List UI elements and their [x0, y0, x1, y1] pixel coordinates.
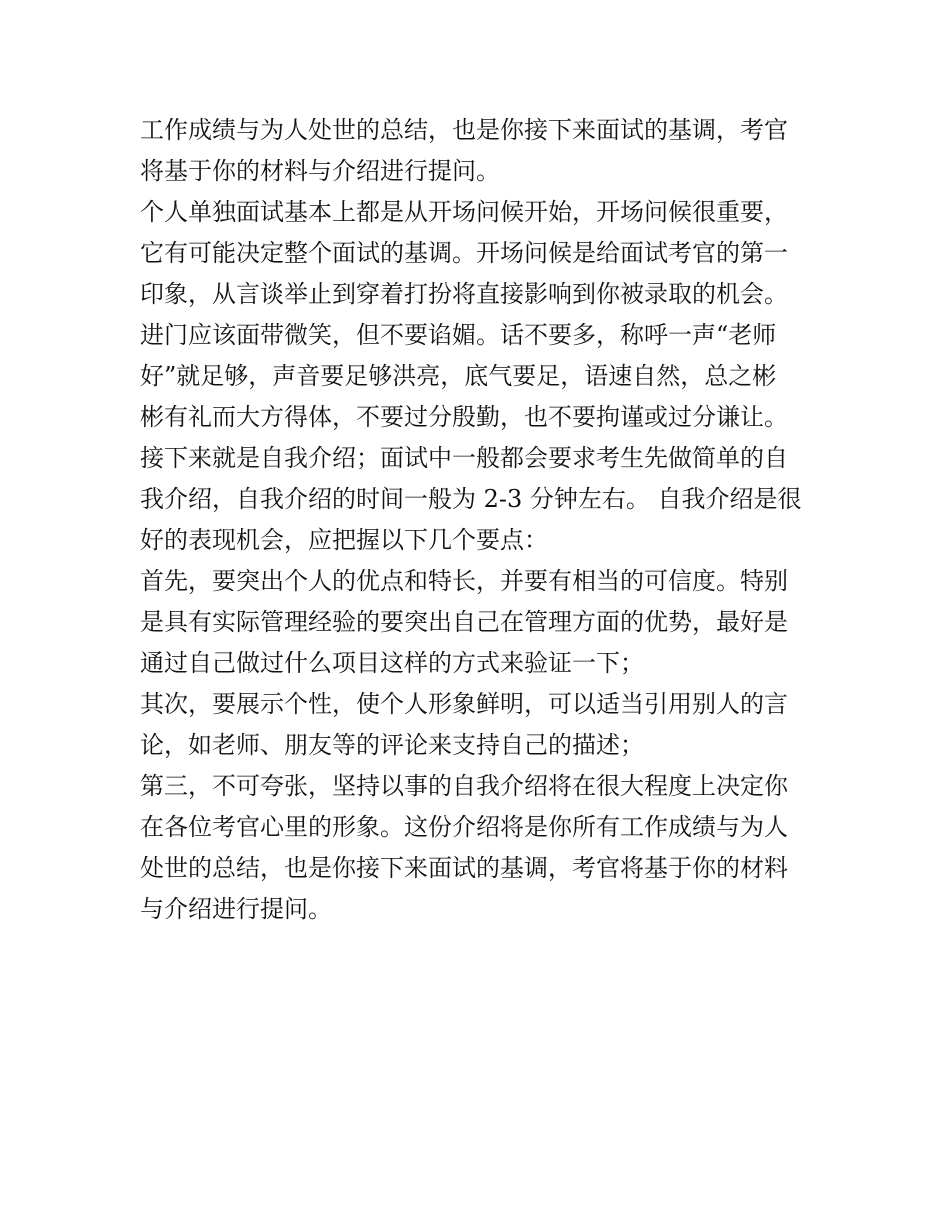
text-line: 印象，从言谈举止到穿着打扮将直接影响到你被录取的机会。	[140, 280, 788, 308]
document-body	[140, 110, 815, 930]
text-line: 彬有礼而大方得体，不要过分殷勤，也不要拘谨或过分谦让。	[140, 403, 788, 431]
text-line: 在各位考官心里的形象。这份介绍将是你所有工作成绩与为人	[140, 813, 788, 841]
text-line: 处世的总结，也是你接下来面试的基调，考官将基于你的材料	[140, 854, 788, 882]
text-line: 进门应该面带微笑，但不要谄媚。话不要多，称呼一声“老师	[140, 321, 777, 349]
text-line: 与介绍进行提问。	[140, 895, 332, 923]
text-line: 接下来就是自我介绍；面试中一般都会要求考生先做简单的自	[140, 444, 788, 472]
text-line: 通过自己做过什么项目这样的方式来验证一下；	[140, 649, 644, 677]
text-line: 它有可能决定整个面试的基调。开场问候是给面试考官的第一	[140, 239, 788, 267]
text-line: 首先，要突出个人的优点和特长，并要有相当的可信度。特别	[140, 567, 788, 595]
text-line: 工作成绩与为人处世的总结，也是你接下来面试的基调，考官	[140, 116, 788, 144]
text-line: 是具有实际管理经验的要突出自己在管理方面的优势，最好是	[140, 608, 788, 636]
text-line: 论，如老师、朋友等的评论来支持自己的描述；	[140, 731, 644, 759]
text-line: 将基于你的材料与介绍进行提问。	[140, 157, 500, 185]
text-line: 好”就足够，声音要足够洪亮，底气要足，语速自然，总之彬	[140, 362, 777, 390]
text-line: 我介绍，自我介绍的时间一般为 2-3 分钟左右。 自我介绍是很	[140, 485, 802, 513]
text-line: 个人单独面试基本上都是从开场问候开始，开场问候很重要，	[140, 198, 788, 226]
text-line: 其次，要展示个性，使个人形象鲜明，可以适当引用别人的言	[140, 690, 788, 718]
text-line: 好的表现机会，应把握以下几个要点：	[140, 526, 548, 554]
text-line: 第三，不可夸张，坚持以事的自我介绍将在很大程度上决定你	[140, 772, 788, 800]
